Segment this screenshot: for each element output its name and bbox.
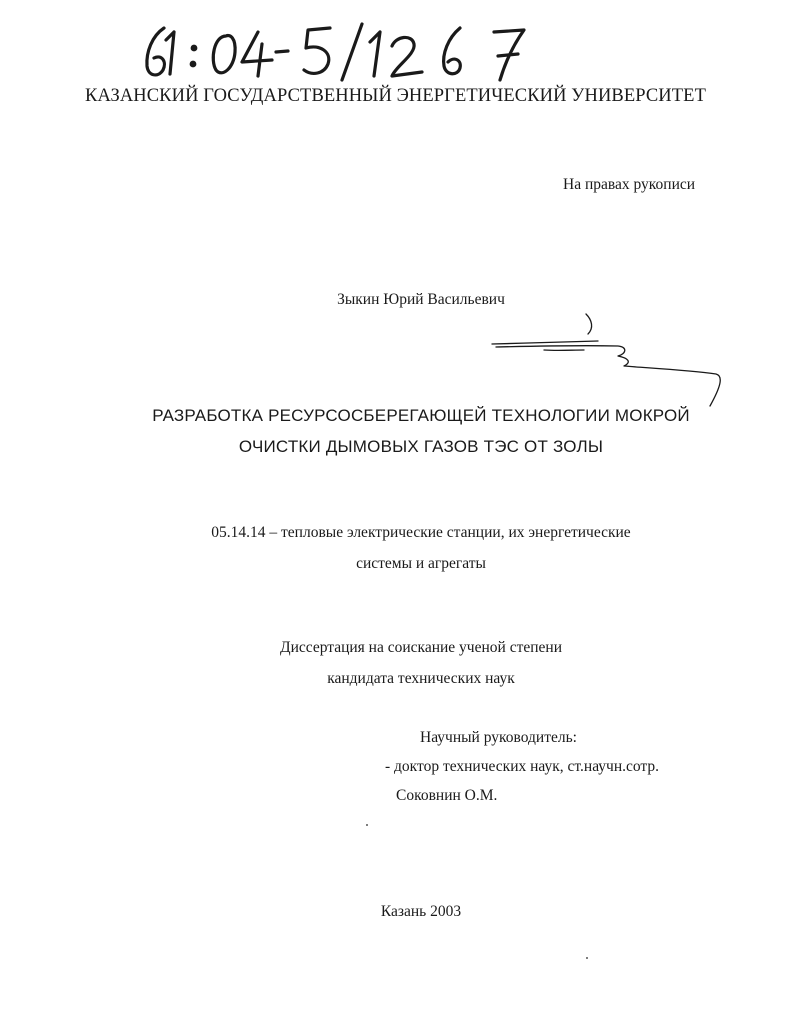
specialty-code-line-1: 05.14.14 – тепловые электрические станции, их энергетические (211, 524, 631, 541)
supervisor-name: Соковнин О.М. (396, 787, 498, 804)
degree-statement-line-1: Диссертация на соискание ученой степени (280, 639, 562, 656)
scan-speck (586, 957, 588, 959)
supervisor-degree: - доктор технических наук, ст.научн.сотр. (385, 758, 660, 775)
author-name: Зыкин Юрий Васильевич (337, 291, 505, 308)
scan-speck (366, 824, 368, 826)
handwritten-catalog-number (130, 18, 550, 88)
degree-statement-line-2: кандидата технических наук (327, 670, 515, 687)
city-year: Казань 2003 (380, 903, 462, 920)
supervisor-label: Научный руководитель: (420, 729, 577, 746)
specialty-code-line-2: системы и агрегаты (356, 555, 486, 572)
manuscript-rights-note: На правах рукописи (563, 176, 696, 193)
author-signature (488, 310, 728, 410)
dissertation-title-line-2: ОЧИСТКИ ДЫМОВЫХ ГАЗОВ ТЭС ОТ ЗОЛЫ (238, 437, 604, 456)
dissertation-title-line-1: РАЗРАБОТКА РЕСУРСОСБЕРЕГАЮЩЕЙ ТЕХНОЛОГИИ МОКРОЙ (152, 406, 690, 425)
university-name: КАЗАНСКИЙ ГОСУДАРСТВЕННЫЙ ЭНЕРГЕТИЧЕСКИЙ УНИВЕРСИТЕТ (85, 86, 706, 106)
